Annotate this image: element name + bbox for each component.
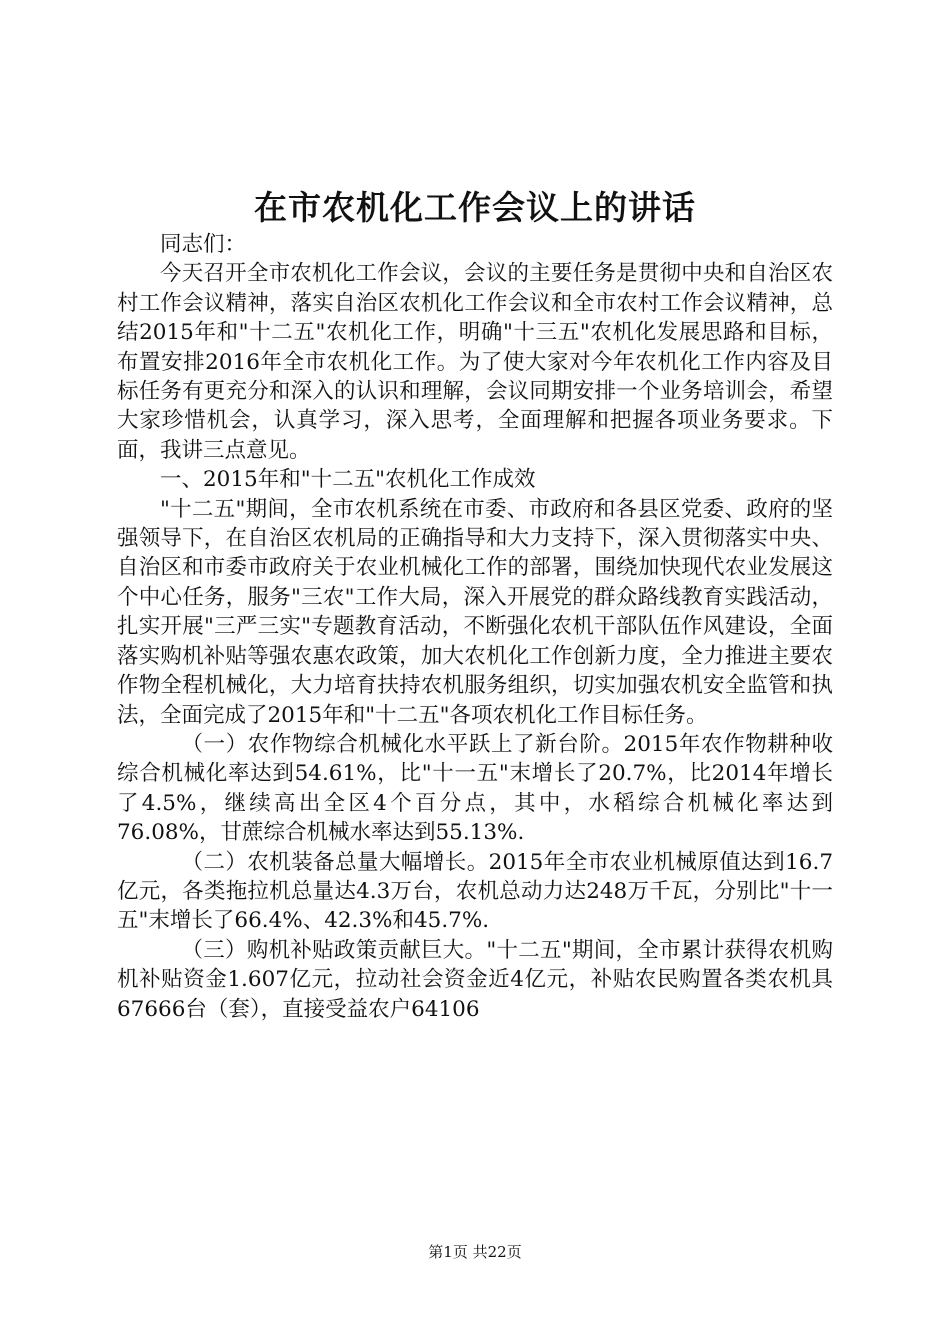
paragraph-intro: 今天召开全市农机化工作会议，会议的主要任务是贯彻中央和自治区农村工作会议精神，落实自治区农机化工作会议和全市农村工作会议精神，总结2015年和"十二五"农机化工作，明确"十三五"农机化发展思路和目标，布置安排2016年全市农机化工作。为了使大家对今年农机化工作内容及目标任务有更充分和深入的认识和理解，会议同期安排一个业务培训会，希望大家珍惜机会，认真学习，深入思考，全面理解和把握各项业务要求。下面，我讲三点意见。 [117, 261, 833, 463]
paragraph-subsection-1: （一）农作物综合机械化水平跃上了新台阶。2015年农作物耕种收综合机械化率达到54.61%，比"十一五"末增长了20.7%，比2014年增长了4.5%，继续高出全区4个百分点，其中，水稻综合机械化率达到76.08%，甘蔗综合机械水率达到55.13%. [117, 731, 833, 846]
document-title: 在市农机化工作会议上的讲话 [254, 188, 696, 227]
paragraph-subsection-2: （二）农机装备总量大幅增长。2015年全市农业机械原值达到16.7亿元，各类拖拉机总量达4.3万台，农机总动力达248万千瓦，分别比"十一五"末增长了66.4%、42.3%和45.7%. [117, 849, 833, 934]
salutation: 同志们： [160, 232, 247, 257]
page-number-footer: 第1页 共22页 [428, 1243, 522, 1261]
section-heading-1: 一、2015年和"十二五"农机化工作成效 [160, 467, 536, 493]
paragraph-achievements: "十二五"期间，全市农机系统在市委、市政府和各县区党委、政府的坚强领导下，在自治区农机局的正确指导和大力支持下，深入贯彻落实中央、自治区和市委市政府关于农业机械化工作的部署，围绕加快现代农业发展这个中心任务，服务"三农"工作大局，深入开展党的群众路线教育实践活动，扎实开展"三严三实"专题教育活动，不断强化农机干部队伍作风建设，全面落实购机补贴等强农惠农政策，加大农机化工作创新力度，全力推进主要农作物全程机械化，大力培育扶持农机服务组织，切实加强农机安全监管和执法，全面完成了2015年和"十二五"各项农机化工作目标任务。 [117, 496, 833, 728]
paragraph-subsection-3: （三）购机补贴政策贡献巨大。"十二五"期间，全市累计获得农机购机补贴资金1.607亿元，拉动社会资金近4亿元，补贴农民购置各类农机具67666台（套），直接受益农户64106 [117, 937, 833, 1022]
document-body [117, 230, 833, 1024]
